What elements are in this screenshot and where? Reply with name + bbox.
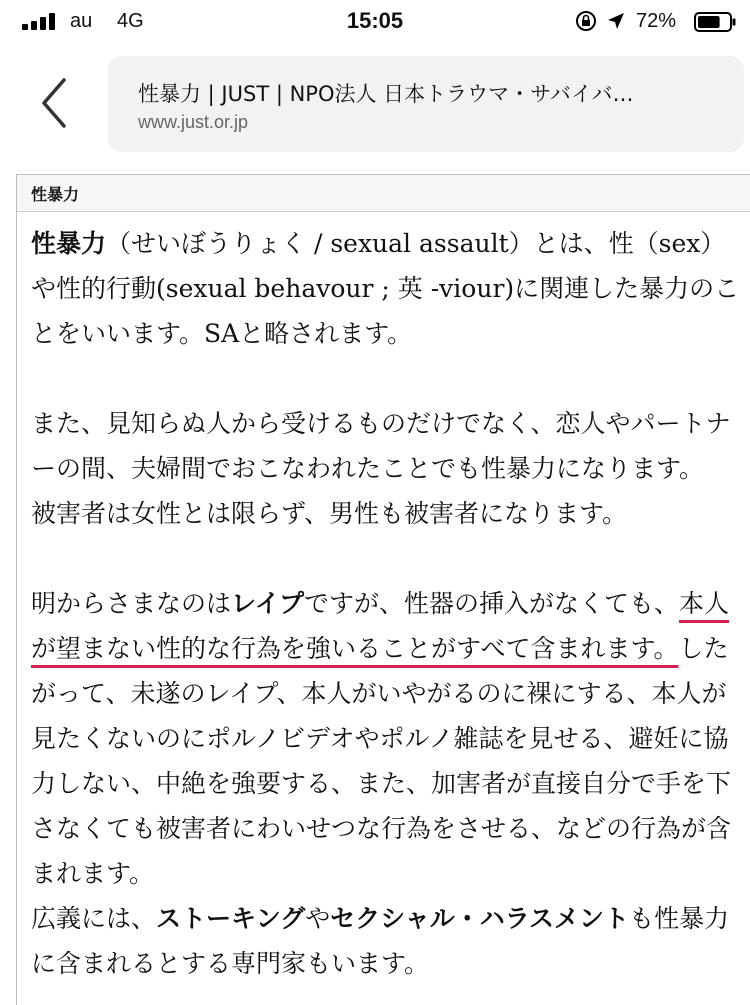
term-rape: レイプ xyxy=(231,589,305,618)
text-segment: 明からさまなのは xyxy=(31,589,232,618)
paragraph-definition xyxy=(31,221,743,356)
orientation-lock-icon xyxy=(575,10,597,32)
text-segment: も性暴力に含まれるとする専門家もいます。 xyxy=(31,904,730,978)
text-segment: 広義には、 xyxy=(31,904,157,933)
definition-text: （せいぼうりょく / sexual assault）とは、性（sex）や性的行動(sexual behavour ; 英 -viour)に関連した暴力のことをいいます。SAと略されます。 xyxy=(31,229,740,348)
section-header xyxy=(17,175,750,212)
network-label: 4G xyxy=(117,10,144,32)
text-segment: したがって、未遂のレイプ、本人がいやがるのに裸にする、本人が見たくないのにポルノビデオやポルノ雑誌を見せる、避妊に協力しない、中絶を強要する、また、加害者が直接自分で手を下さなくても被害者にわいせつな行為をさせる、などの行為が含まれます。 xyxy=(31,634,732,888)
address-bar[interactable] xyxy=(108,56,744,152)
page-title: 性暴力 | JUST | NPO法人 日本トラウマ・サバイバ… xyxy=(138,82,634,106)
status-bar xyxy=(0,0,750,44)
battery-icon xyxy=(694,12,736,32)
text-segment: ですが、性器の挿入がなくても、 xyxy=(304,589,680,618)
term-stalking: ストーキング xyxy=(156,904,306,933)
term-harassment: セクシャル・ハラスメント xyxy=(330,904,630,933)
paragraph-relationships: また、見知らぬ人から受けるものだけでなく、恋人やパートナーの間、夫婦間でおこなわれたことでも性暴力になります。 xyxy=(31,409,731,483)
paragraph-examples xyxy=(31,581,743,896)
text-segment: や xyxy=(305,904,331,933)
carrier-label: au xyxy=(70,10,93,32)
content-frame xyxy=(16,174,750,1005)
term-sexual-violence: 性暴力 xyxy=(31,229,107,258)
page-url: www.just.or.jp xyxy=(138,112,249,132)
paragraph-victims: 被害者は女性とは限らず、男性も被害者になります。 xyxy=(31,499,628,528)
article-body xyxy=(31,221,743,986)
back-chevron-icon[interactable] xyxy=(36,76,76,130)
battery-percent: 72% xyxy=(636,10,677,32)
status-time: 15:05 xyxy=(346,8,404,33)
section-title: 性暴力 xyxy=(31,185,80,204)
paragraph-broad-definition xyxy=(31,896,743,986)
location-icon xyxy=(606,11,626,31)
highlighted-text: 本人が望まない性的な行為を強いることがすべて含まれます。 xyxy=(31,589,730,663)
